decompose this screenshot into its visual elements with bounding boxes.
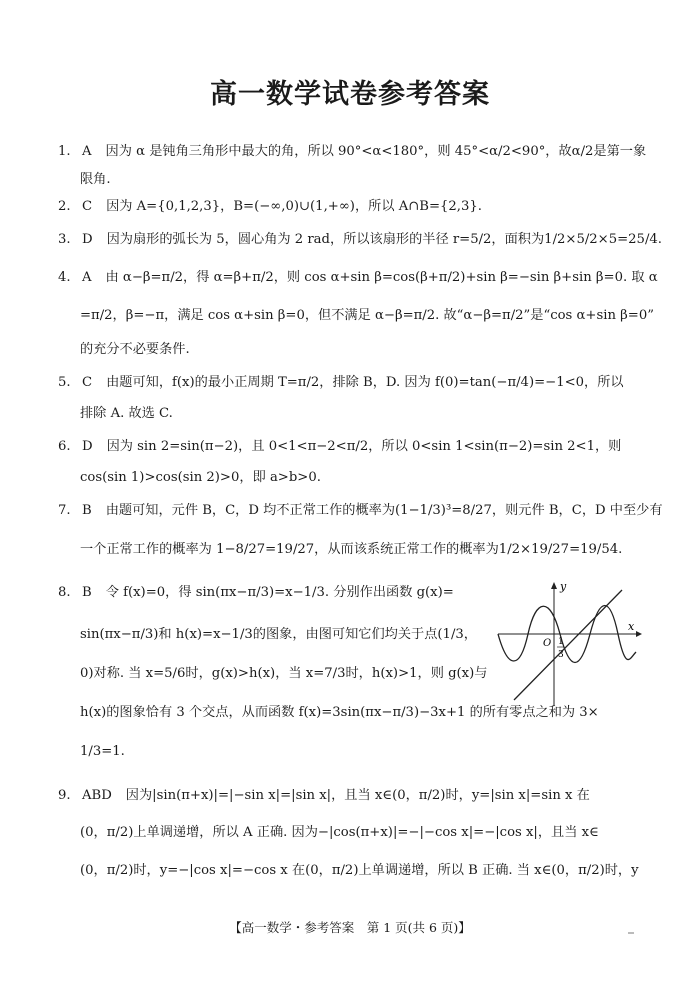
- answer-4-line-1: [58, 268, 658, 288]
- y-axis-arrow: [551, 582, 557, 589]
- answer-choice: A: [82, 270, 92, 285]
- page-title: 高一数学试卷参考答案: [210, 79, 490, 110]
- scan-mark: [628, 932, 634, 934]
- tick-numerator: 1: [558, 637, 564, 647]
- answer-9-line-3: (0，π/2)时，y=−|cos x|=−cos x 在(0，π/2)上单调递增，所以 B 正确. 当 x∈(0，π/2)时，y: [80, 863, 639, 878]
- question-number: 2.: [58, 199, 71, 214]
- answer-8-line-4: h(x)的图象恰有 3 个交点，从而函数 f(x)=3sin(πx−π/3)−3x+1 的所有零点之和为 3×: [80, 705, 599, 720]
- answer-text: 因为 α 是钝角三角形中最大的角，所以 90°<α<180°，则 45°<α/2<90°，故α/2是第一象: [105, 144, 647, 159]
- answer-choice: B: [82, 585, 92, 600]
- answer-4-line-3: 的充分不必要条件.: [80, 342, 190, 357]
- question-number: 5.: [58, 375, 71, 390]
- x-axis-arrow: [636, 631, 642, 637]
- answer-4-line-2: =π/2，β=−π，满足 cos α+sin β=0，但不满足 α−β=π/2. 故“α−β=π/2”是“cos α+sin β=0”: [80, 308, 654, 323]
- page-footer: 【高一数学・参考答案 第 1 页(共 6 页)】: [229, 920, 471, 935]
- question-number: 9.: [58, 788, 71, 803]
- question-number: 4.: [58, 270, 71, 285]
- answer-text: 因为扇形的弧长为 5，圆心角为 2 rad，所以该扇形的半径 r=5/2，面积为1/2×5/2×5=25/4.: [106, 232, 662, 247]
- answer-2-line-1: [58, 197, 482, 217]
- q8-function-graph: [494, 578, 644, 708]
- answer-choice: D: [82, 439, 93, 454]
- tick-denominator: 3: [558, 650, 564, 660]
- answer-9-line-1: [58, 786, 590, 806]
- y-axis-label: y: [560, 580, 567, 593]
- answer-1-line-2: 限角.: [80, 172, 111, 187]
- answer-8-line-3: 0)对称. 当 x=5/6时，g(x)>h(x)，当 x=7/3时，h(x)>1，则 g(x)与: [80, 666, 488, 681]
- answer-5-line-2: 排除 A. 故选 C.: [80, 406, 173, 421]
- answer-8-line-2: sin(πx−π/3)和 h(x)=x−1/3的图象，由图可知它们均关于点(1/3，: [80, 627, 477, 642]
- x-axis-label: x: [628, 620, 635, 633]
- answer-text: 因为 A={0,1,2,3}，B=(−∞,0)∪(1,+∞)，所以 A∩B={2,3}.: [106, 199, 482, 214]
- answer-choice: B: [82, 503, 92, 518]
- answer-choice: ABD: [82, 788, 112, 803]
- question-number: 6.: [58, 439, 71, 454]
- answer-6-line-1: [58, 437, 621, 457]
- answer-7-line-1: [58, 501, 663, 521]
- question-number: 3.: [58, 232, 71, 247]
- question-number: 7.: [58, 503, 71, 518]
- answer-1-line-1: [58, 142, 646, 162]
- question-number: 8.: [58, 585, 71, 600]
- answer-choice: A: [82, 144, 92, 159]
- answer-text: 令 f(x)=0，得 sin(πx−π/3)=x−1/3. 分别作出函数 g(x)=: [105, 585, 454, 600]
- answer-choice: C: [82, 199, 93, 214]
- question-number: 1.: [58, 144, 71, 159]
- line-h: [514, 590, 622, 700]
- answer-8-line-1: [58, 583, 454, 603]
- answer-7-line-2: 一个正常工作的概率为 1−8/27=19/27，从而该系统正常工作的概率为1/2×19/27=19/54.: [80, 542, 623, 557]
- answer-text: 因为 sin 2=sin(π−2)，且 0<1<π−2<π/2，所以 0<sin 1<sin(π−2)=sin 2<1，则: [106, 439, 622, 454]
- answer-choice: D: [82, 232, 93, 247]
- answer-9-line-2: (0，π/2)上单调递增，所以 A 正确. 因为−|cos(π+x)|=−|−cos x|=−|cos x|，且当 x∈: [80, 825, 599, 840]
- answer-text: 由 α−β=π/2，得 α=β+π/2，则 cos α+sin β=cos(β+π/2)+sin β=−sin β+sin β=0. 取 α: [105, 270, 658, 285]
- answer-text: 由题可知，元件 B，C，D 均不正常工作的概率为(1−1/3)³=8/27，则元件 B，C，D 中至少有: [105, 503, 663, 518]
- answer-8-line-5: 1/3=1.: [80, 744, 125, 759]
- answer-text: 由题可知，f(x)的最小正周期 T=π/2，排除 B，D. 因为 f(0)=tan(−π/4)=−1<0，所以: [106, 375, 624, 390]
- answer-choice: C: [82, 375, 93, 390]
- answer-3-line-1: [58, 230, 662, 250]
- answer-5-line-1: [58, 373, 624, 393]
- answer-6-line-2: cos(sin 1)>cos(sin 2)>0，即 a>b>0.: [80, 470, 321, 485]
- origin-label: O: [543, 638, 552, 649]
- answer-text: 因为|sin(π+x)|=|−sin x|=|sin x|，且当 x∈(0，π/2)时，y=|sin x|=sin x 在: [125, 788, 590, 803]
